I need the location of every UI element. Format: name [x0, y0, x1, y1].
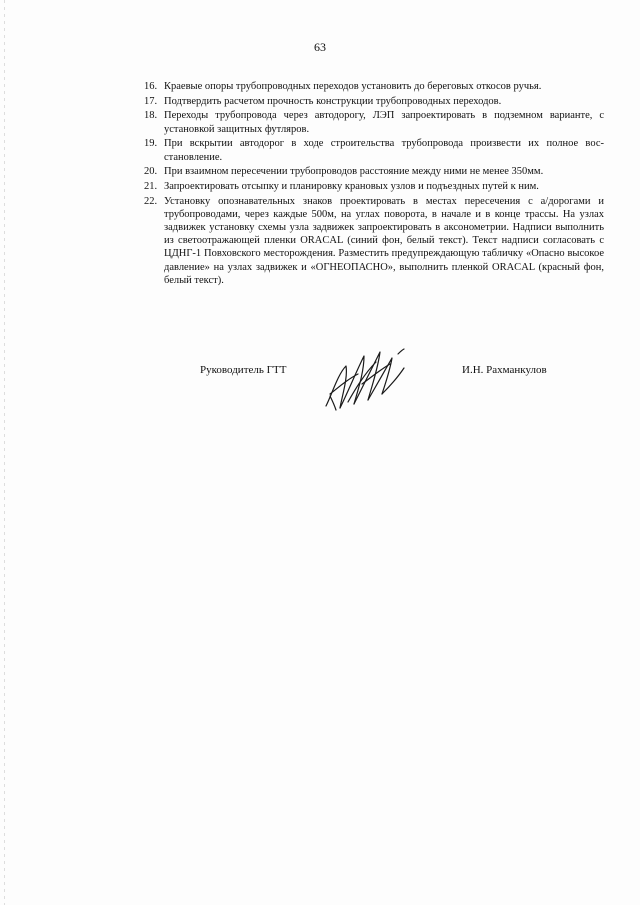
- item-text: При вскрытии автодорог в ходе строительства трубопровода произвести их полное восстановление.: [164, 138, 604, 163]
- list-item: [144, 109, 604, 135]
- item-number: 19.: [144, 138, 158, 150]
- signature-block: [0, 340, 640, 420]
- item-text: Подтвердить расчетом прочность конструкции трубопроводных переходов.: [164, 95, 502, 107]
- item-number: 21.: [144, 180, 158, 192]
- item-number: 20.: [144, 166, 158, 178]
- list-item: [144, 165, 604, 178]
- item-number: 22.: [144, 195, 158, 207]
- signatory-name: И.Н. Рахманкулов: [462, 364, 547, 376]
- item-number: 16.: [144, 81, 158, 92]
- item-text: Запроектировать отсыпку и планировку крановых узлов и подъездных путей к ним.: [164, 180, 539, 192]
- list-item: [144, 180, 604, 193]
- item-number: 18.: [144, 110, 158, 122]
- handwritten-signature: [318, 344, 410, 414]
- signatory-role: Руководитель ГТТ: [200, 364, 287, 376]
- list-item: [144, 137, 604, 163]
- item-number: 17.: [144, 95, 158, 107]
- list-item: [144, 80, 604, 93]
- item-text: Переходы трубопровода через автодорогу, ЛЭП запроектировать в подземном варианте, с установкой защитных футляров.: [164, 110, 604, 135]
- item-text: При взаимном пересечении трубопроводов расстояние между ними не менее 350мм.: [164, 166, 544, 178]
- item-text: Установку опознавательных знаков проектировать в местах пересечения с а/дорогами и трубопроводами, через каждые 500м, на углах поворота, в начале и в конце трассы. На узлах задвижек установку схемы узла задвижек запроектировать в аксонометрии. Надписи выполнить из светоотражающей пленки ORACAL (синий фон, белый текст). Текст надписи согласовать с ЦДНГ-1 Повховского месторождения. Разместить предупреждающую табличку «Опасно высокое давление» на узлах задвижек и «ОГНЕОПАСНО», выполнить пленкой ORACAL (красный фон, белый текст).: [164, 195, 604, 286]
- item-text: Краевые опоры трубопроводных переходов установить до береговых откосов ручья.: [164, 81, 542, 92]
- page-number: 63: [314, 40, 326, 54]
- list-item: [144, 195, 604, 287]
- list-item: [144, 95, 604, 108]
- scan-edge-artifact: [4, 0, 5, 905]
- requirements-list: [144, 80, 604, 289]
